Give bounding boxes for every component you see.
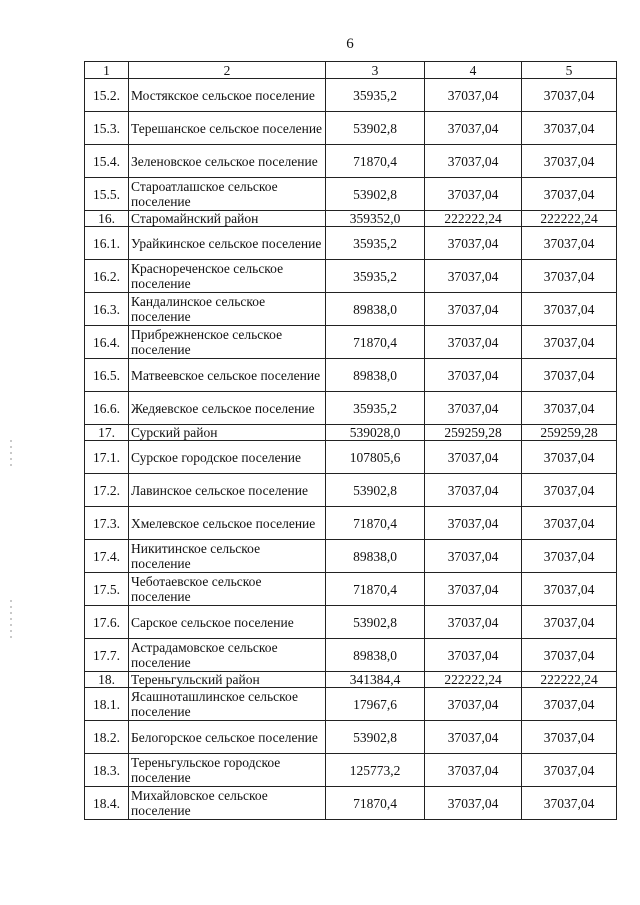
row-number: 17. xyxy=(85,425,129,441)
row-name: Хмелевское сельское поселение xyxy=(129,507,326,540)
table-row xyxy=(85,392,617,425)
row-value-col5: 37037,04 xyxy=(522,326,617,359)
row-value-col4: 37037,04 xyxy=(425,639,522,672)
row-number: 17.5. xyxy=(85,573,129,606)
scan-margin-mark xyxy=(10,600,12,640)
row-name: Кандалинское сельское поселение xyxy=(129,293,326,326)
row-name: Терешанское сельское поселение xyxy=(129,112,326,145)
row-number: 16. xyxy=(85,211,129,227)
row-name: Краснореченское сельское поселение xyxy=(129,260,326,293)
row-name: Ясашноташлинское сельское поселение xyxy=(129,688,326,721)
row-name: Лавинское сельское поселение xyxy=(129,474,326,507)
row-name: Белогорское сельское поселение xyxy=(129,721,326,754)
row-value-col3: 71870,4 xyxy=(326,507,425,540)
row-value-col4: 37037,04 xyxy=(425,441,522,474)
row-number: 18.4. xyxy=(85,787,129,820)
row-name: Матвеевское сельское поселение xyxy=(129,359,326,392)
row-name: Михайловское сельское поселение xyxy=(129,787,326,820)
row-value-col5: 37037,04 xyxy=(522,573,617,606)
column-header: 2 xyxy=(129,62,326,79)
table-row xyxy=(85,211,617,227)
row-number: 15.3. xyxy=(85,112,129,145)
row-value-col4: 222222,24 xyxy=(425,211,522,227)
row-value-col3: 53902,8 xyxy=(326,606,425,639)
row-value-col3: 53902,8 xyxy=(326,112,425,145)
row-value-col3: 89838,0 xyxy=(326,540,425,573)
table-row xyxy=(85,787,617,820)
table-row xyxy=(85,606,617,639)
row-value-col5: 37037,04 xyxy=(522,392,617,425)
column-header: 1 xyxy=(85,62,129,79)
row-value-col5: 222222,24 xyxy=(522,211,617,227)
row-value-col4: 37037,04 xyxy=(425,787,522,820)
row-value-col3: 89838,0 xyxy=(326,639,425,672)
row-name: Тереньгульское городское поселение xyxy=(129,754,326,787)
row-value-col4: 37037,04 xyxy=(425,721,522,754)
row-value-col3: 35935,2 xyxy=(326,79,425,112)
table-row xyxy=(85,441,617,474)
row-value-col5: 37037,04 xyxy=(522,79,617,112)
row-value-col3: 71870,4 xyxy=(326,145,425,178)
row-value-col5: 37037,04 xyxy=(522,787,617,820)
table-row xyxy=(85,112,617,145)
table-row xyxy=(85,672,617,688)
row-value-col5: 37037,04 xyxy=(522,112,617,145)
column-header: 4 xyxy=(425,62,522,79)
row-value-col4: 37037,04 xyxy=(425,112,522,145)
row-value-col4: 259259,28 xyxy=(425,425,522,441)
row-value-col3: 359352,0 xyxy=(326,211,425,227)
row-name: Жедяевское сельское поселение xyxy=(129,392,326,425)
row-number: 16.3. xyxy=(85,293,129,326)
row-value-col3: 341384,4 xyxy=(326,672,425,688)
row-name: Зеленовское сельское поселение xyxy=(129,145,326,178)
row-value-col4: 37037,04 xyxy=(425,507,522,540)
row-value-col3: 35935,2 xyxy=(326,392,425,425)
scan-margin-mark xyxy=(10,440,12,470)
row-value-col5: 37037,04 xyxy=(522,359,617,392)
row-name: Никитинское сельское поселение xyxy=(129,540,326,573)
table-row xyxy=(85,573,617,606)
row-number: 15.5. xyxy=(85,178,129,211)
row-value-col5: 37037,04 xyxy=(522,639,617,672)
row-value-col4: 37037,04 xyxy=(425,326,522,359)
row-number: 17.4. xyxy=(85,540,129,573)
row-value-col4: 37037,04 xyxy=(425,260,522,293)
row-value-col4: 37037,04 xyxy=(425,359,522,392)
row-value-col3: 35935,2 xyxy=(326,227,425,260)
table-row xyxy=(85,425,617,441)
row-value-col3: 539028,0 xyxy=(326,425,425,441)
row-number: 17.6. xyxy=(85,606,129,639)
row-number: 18.3. xyxy=(85,754,129,787)
table-body xyxy=(85,79,617,820)
row-value-col3: 53902,8 xyxy=(326,721,425,754)
row-name: Урайкинское сельское поселение xyxy=(129,227,326,260)
row-value-col3: 125773,2 xyxy=(326,754,425,787)
row-value-col5: 37037,04 xyxy=(522,441,617,474)
row-value-col3: 17967,6 xyxy=(326,688,425,721)
table-row xyxy=(85,639,617,672)
row-number: 18. xyxy=(85,672,129,688)
table-row xyxy=(85,540,617,573)
row-value-col5: 37037,04 xyxy=(522,178,617,211)
row-name: Прибрежненское сельское поселение xyxy=(129,326,326,359)
column-header: 5 xyxy=(522,62,617,79)
row-value-col4: 37037,04 xyxy=(425,474,522,507)
row-name: Сурский район xyxy=(129,425,326,441)
table-row xyxy=(85,359,617,392)
row-value-col5: 37037,04 xyxy=(522,474,617,507)
row-value-col4: 37037,04 xyxy=(425,79,522,112)
row-value-col4: 37037,04 xyxy=(425,227,522,260)
table-row xyxy=(85,227,617,260)
row-value-col3: 53902,8 xyxy=(326,474,425,507)
row-value-col4: 37037,04 xyxy=(425,178,522,211)
row-value-col4: 37037,04 xyxy=(425,392,522,425)
row-name: Старомайнский район xyxy=(129,211,326,227)
row-value-col3: 35935,2 xyxy=(326,260,425,293)
row-value-col3: 71870,4 xyxy=(326,787,425,820)
row-number: 15.2. xyxy=(85,79,129,112)
row-number: 17.7. xyxy=(85,639,129,672)
row-value-col3: 53902,8 xyxy=(326,178,425,211)
row-value-col5: 259259,28 xyxy=(522,425,617,441)
row-number: 16.2. xyxy=(85,260,129,293)
table-row xyxy=(85,507,617,540)
table-row xyxy=(85,293,617,326)
table-row xyxy=(85,145,617,178)
page-number: 6 xyxy=(346,36,354,52)
row-number: 17.2. xyxy=(85,474,129,507)
row-value-col5: 37037,04 xyxy=(522,145,617,178)
row-value-col5: 37037,04 xyxy=(522,688,617,721)
row-value-col5: 37037,04 xyxy=(522,540,617,573)
table-row xyxy=(85,326,617,359)
row-name: Астрадамовское сельское поселение xyxy=(129,639,326,672)
row-number: 18.2. xyxy=(85,721,129,754)
row-value-col3: 71870,4 xyxy=(326,326,425,359)
table-row xyxy=(85,79,617,112)
row-value-col5: 37037,04 xyxy=(522,260,617,293)
row-name: Тереньгульский район xyxy=(129,672,326,688)
row-value-col5: 37037,04 xyxy=(522,293,617,326)
table-row xyxy=(85,754,617,787)
row-value-col4: 37037,04 xyxy=(425,145,522,178)
row-number: 16.5. xyxy=(85,359,129,392)
row-value-col5: 37037,04 xyxy=(522,227,617,260)
row-number: 18.1. xyxy=(85,688,129,721)
row-number: 17.3. xyxy=(85,507,129,540)
row-value-col4: 37037,04 xyxy=(425,573,522,606)
table-row xyxy=(85,260,617,293)
row-number: 16.6. xyxy=(85,392,129,425)
row-number: 16.4. xyxy=(85,326,129,359)
table-header-row xyxy=(85,62,617,79)
data-table xyxy=(84,61,617,820)
row-value-col3: 107805,6 xyxy=(326,441,425,474)
row-value-col4: 37037,04 xyxy=(425,293,522,326)
table-row xyxy=(85,688,617,721)
row-name: Мостякское сельское поселение xyxy=(129,79,326,112)
row-value-col3: 89838,0 xyxy=(326,293,425,326)
row-value-col5: 37037,04 xyxy=(522,606,617,639)
row-number: 15.4. xyxy=(85,145,129,178)
row-name: Чеботаевское сельское поселение xyxy=(129,573,326,606)
row-value-col5: 222222,24 xyxy=(522,672,617,688)
row-name: Староатлашское сельское поселение xyxy=(129,178,326,211)
row-name: Сарское сельское поселение xyxy=(129,606,326,639)
row-value-col3: 71870,4 xyxy=(326,573,425,606)
row-name: Сурское городское поселение xyxy=(129,441,326,474)
row-value-col5: 37037,04 xyxy=(522,721,617,754)
row-number: 17.1. xyxy=(85,441,129,474)
row-value-col5: 37037,04 xyxy=(522,754,617,787)
table-row xyxy=(85,474,617,507)
table-row xyxy=(85,178,617,211)
row-number: 16.1. xyxy=(85,227,129,260)
column-header: 3 xyxy=(326,62,425,79)
row-value-col4: 37037,04 xyxy=(425,540,522,573)
row-value-col4: 37037,04 xyxy=(425,688,522,721)
row-value-col4: 222222,24 xyxy=(425,672,522,688)
table-row xyxy=(85,721,617,754)
row-value-col3: 89838,0 xyxy=(326,359,425,392)
row-value-col4: 37037,04 xyxy=(425,606,522,639)
row-value-col5: 37037,04 xyxy=(522,507,617,540)
row-value-col4: 37037,04 xyxy=(425,754,522,787)
